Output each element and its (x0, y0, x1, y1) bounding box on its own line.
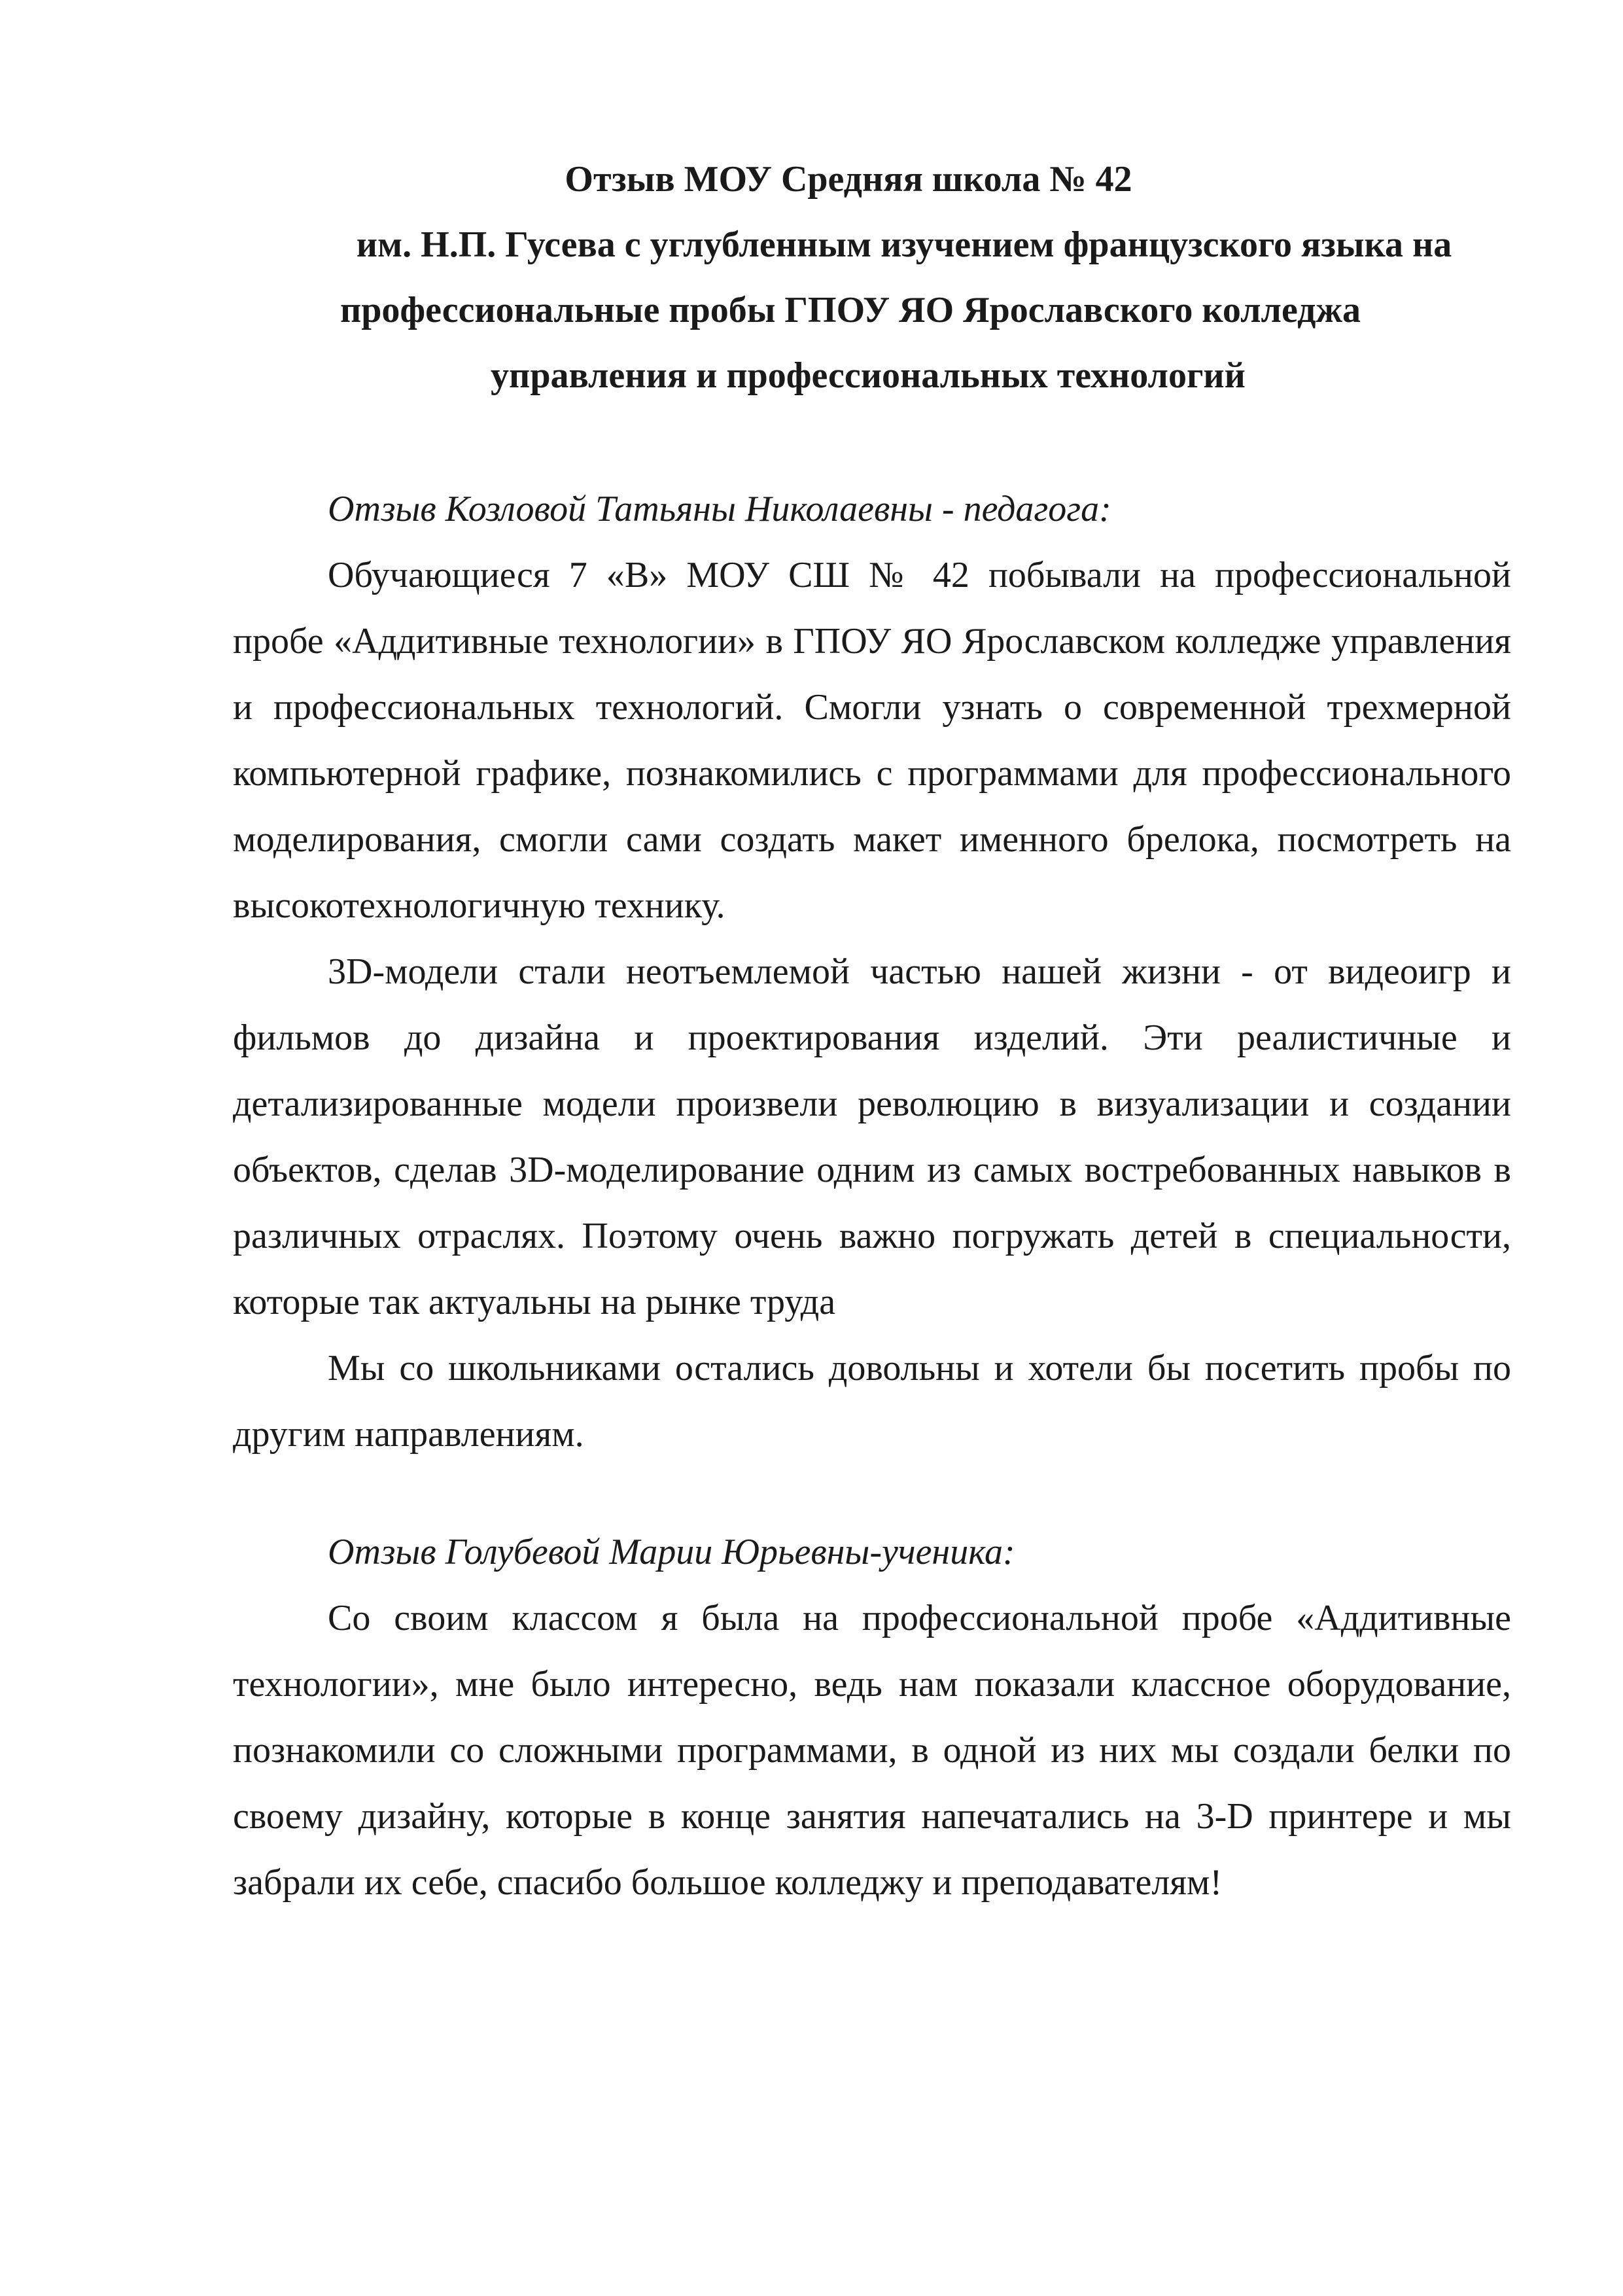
document-title-line-2: им. Н.П. Гусева с углубленным изучением французского языка на (356, 224, 1452, 265)
student-review (233, 1519, 1511, 1916)
document-title-line-1: Отзыв МОУ Средняя школа № 42 (565, 159, 1132, 200)
teacher-review-paragraph-3: Мы со школьниками остались довольны и хотели бы посетить пробы по другим направлениям. (233, 1348, 1511, 1455)
teacher-review-paragraph-1: Обучающиеся 7 «В» МОУ СШ № 42 побывали на профессиональной пробе «Аддитивные технологии» в ГПОУ ЯО Ярославском колледже управления и профессиональных технологий. Смогли узнать о современной трехмерной компьютерной графике, познакомились с программами для профессионального моделирования, смогли сами создать макет именного брелока, посмотреть на высокотехнологичную технику. (233, 555, 1511, 926)
student-review-paragraph-1: Со своим классом я была на профессиональной пробе «Аддитивные технологии», мне было интересно, ведь нам показали классное оборудование, познакомили со сложными программами, в одной из них мы создали белки по своему дизайну, которые в конце занятия напечатались на 3-D принтере и мы забрали их себе, спасибо большое колледжу и преподавателям! (233, 1598, 1511, 1903)
student-reviewer-heading: Отзыв Голубевой Марии Юрьевны-ученика: (328, 1532, 1015, 1572)
teacher-review-paragraph-2: 3D-модели стали неотъемлемой частью нашей жизни - от видеоигр и фильмов до дизайна и проектирования изделий. Эти реалистичные и детализированные модели произвели революцию в визуализации и создании объектов, сделав 3D-моделирование одним из самых востребованных навыков в различных отраслях. Поэтому очень важно погружать детей в специальности, которые так актуальны на рынке труда (233, 951, 1511, 1322)
document-title-line-4: управления и профессиональных технологий (491, 355, 1246, 396)
document-title-line-3: профессиональные пробы ГПОУ ЯО Ярославского колледжа (340, 290, 1361, 330)
teacher-reviewer-heading: Отзыв Козловой Татьяны Николаевны - педагога: (328, 489, 1111, 529)
teacher-review (233, 476, 1511, 1468)
